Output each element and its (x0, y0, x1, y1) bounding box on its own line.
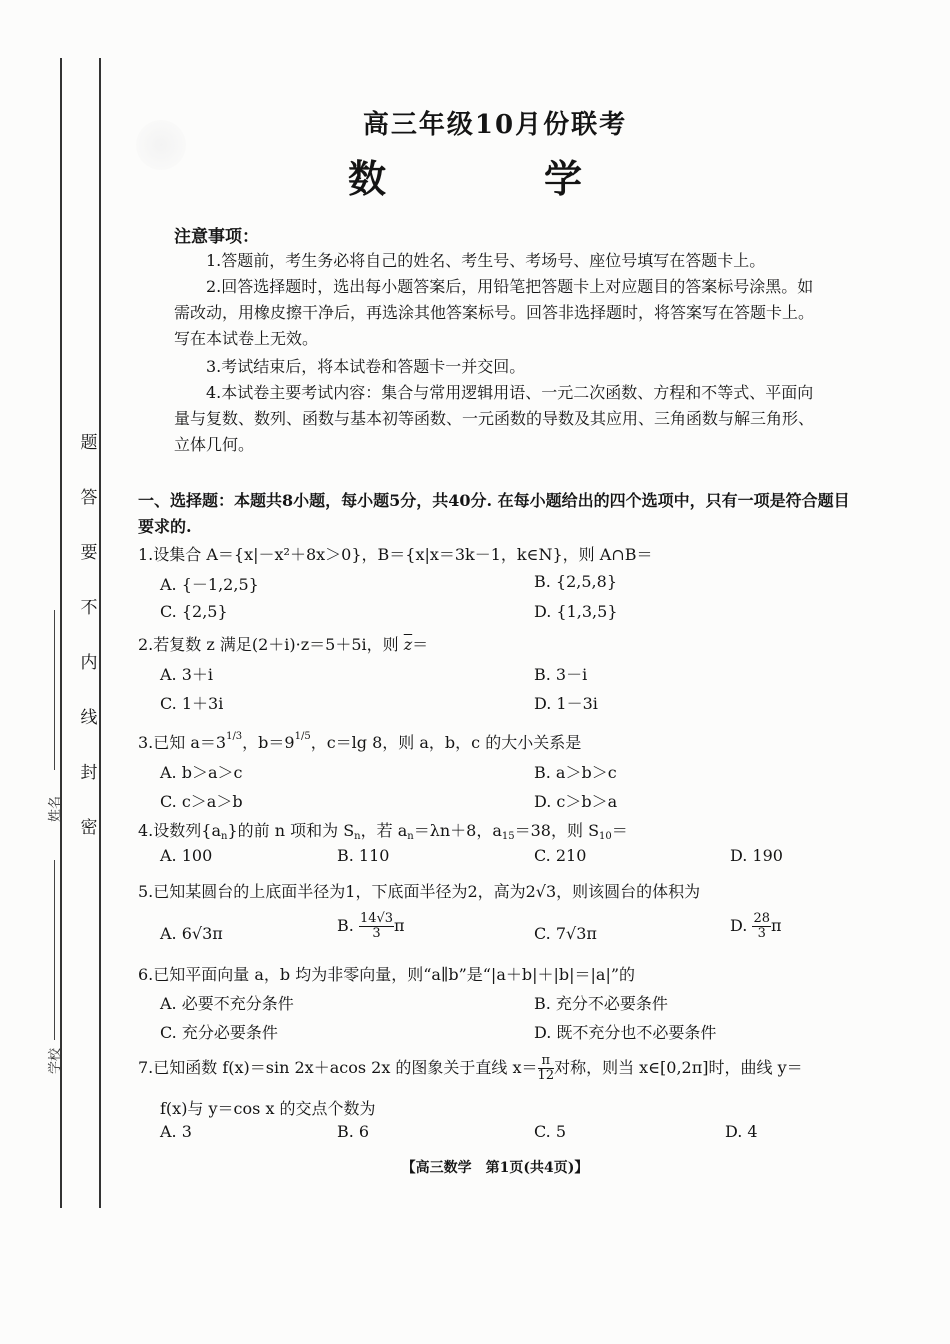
q5-option-c: C. 7√3π (534, 924, 597, 943)
q5-option-d (730, 912, 782, 941)
q2-conjugate-z: $\overline{z}$ (403, 635, 413, 654)
question-4-stem (138, 818, 628, 842)
note-item-3: 3.考试结束后，将本试卷和答题卡一并交回。 (206, 357, 526, 376)
q1-option-a: A. {－1,2,5} (160, 575, 259, 594)
q5-b-denominator: 3 (372, 926, 381, 941)
seal-char-5: 内 (80, 653, 98, 673)
q3-exponent-1: 1/3 (226, 731, 243, 742)
q2-option-a: A. 3＋i (160, 665, 214, 684)
q2-stem-post: ＝ (412, 635, 429, 654)
school-underline (54, 860, 55, 1040)
seal-char-2: 答 (80, 488, 98, 508)
q7-numerator: π (538, 1054, 555, 1069)
q4-option-a: A. 100 (160, 846, 213, 865)
binding-line-inner (99, 58, 101, 1208)
q6-option-b: B. 充分不必要条件 (534, 994, 668, 1013)
q1-option-b: B. {2,5,8} (534, 572, 617, 591)
q5-b-label: B. (337, 916, 354, 935)
binding-line-outer (60, 58, 62, 1208)
q7-option-a: A. 3 (160, 1122, 192, 1141)
q4-sub-3: n (407, 831, 414, 842)
q5-d-numerator: 28 (753, 911, 770, 926)
q7-option-d: D. 4 (725, 1122, 758, 1141)
question-6-stem: 6.已知平面向量 a，b 均为非零向量，则“a∥b”是“|a＋b|＋|b|＝|a|”的 (138, 965, 636, 984)
q5-d-label: D. (730, 916, 748, 935)
section-heading: 一、选择题：本题共8小题，每小题5分，共40分. 在每小题给出的四个选项中，只有一项是符合题目要求的. (138, 491, 850, 536)
q2-option-b: B. 3－i (534, 665, 588, 684)
q2-option-c: C. 1＋3i (160, 694, 224, 713)
q1-option-d: D. {1,3,5} (534, 602, 618, 621)
seal-char-7: 封 (80, 763, 98, 783)
q3-option-c: C. c＞a＞b (160, 792, 243, 811)
q5-option-b (337, 912, 405, 941)
q6-option-d: D. 既不充分也不必要条件 (534, 1023, 717, 1042)
q3-exponent-2: 1/5 (294, 731, 311, 742)
q5-b-fraction (359, 912, 394, 941)
name-underline (54, 610, 55, 770)
question-7-stem (138, 1054, 803, 1083)
q3-part-1: 3.已知 a＝3 (138, 733, 227, 752)
q6-option-a: A. 必要不充分条件 (160, 994, 294, 1013)
q7-denominator: 12 (537, 1068, 555, 1083)
question-1-stem: 1.设集合 A＝{x|－x²＋8x＞0}，B＝{x|x＝3k－1，k∈N}，则 A∩B＝ (138, 545, 653, 564)
q4-part-1: 4.设数列{a (138, 821, 221, 840)
q4-sub-5: 10 (599, 831, 612, 842)
question-2-stem (138, 632, 428, 655)
note-item-2: 2.回答选择题时，选出每小题答案后，用铅笔把答题卡上对应题目的答案标号涂黑。如需改动，用橡皮擦干净后，再选涂其他答案标号。回答非选择题时，将答案写在答题卡上。写在本试卷上无效。 (174, 277, 815, 348)
q4-part-4: ＝λn＋8，a (413, 821, 502, 840)
q4-part-5: ＝38，则 S (514, 821, 600, 840)
exam-title: 高三年级10月份联考 (362, 110, 628, 140)
q5-d-pi: π (770, 916, 782, 935)
q5-d-fraction (752, 912, 771, 941)
seal-char-8: 密 (80, 818, 98, 838)
q3-part-2: ，b＝9 (242, 733, 295, 752)
seal-char-1: 题 (80, 433, 98, 453)
q4-option-b: B. 110 (337, 846, 390, 865)
seal-char-3: 要 (80, 543, 98, 563)
q1-option-c: C. {2,5} (160, 602, 228, 621)
q4-part-2: }的前 n 项和为 S (227, 821, 355, 840)
q5-d-denominator: 3 (757, 926, 766, 941)
q2-stem-pre: 2.若复数 z 满足(2＋i)·z＝5＋5i，则 (138, 635, 404, 654)
subject-title: 数 学 (347, 156, 642, 201)
q4-part-3: ，若 a (360, 821, 408, 840)
q7-fraction (538, 1054, 555, 1083)
q7-part-1: 7.已知函数 f(x)＝sin 2x＋acos 2x 的图象关于直线 x＝ (138, 1058, 538, 1077)
page-footer: 【高三数学 第1页(共4页)】 (401, 1160, 589, 1176)
q6-option-c: C. 充分必要条件 (160, 1023, 278, 1042)
question-3-stem (138, 730, 581, 753)
name-label: 姓名 (48, 795, 63, 822)
seal-char-6: 线 (80, 708, 98, 728)
note-item-4: 4.本试卷主要考试内容：集合与常用逻辑用语、一元二次函数、方程和不等式、平面向量与复数、数列、函数与基本初等函数、一元函数的导数及其应用、三角函数与解三角形、立体几何。 (174, 383, 815, 454)
q7-part-2: 对称，则当 x∈[0,2π]时，曲线 y＝ (554, 1058, 803, 1077)
question-7-stem-line2: f(x)与 y＝cos x 的交点个数为 (160, 1099, 376, 1118)
q3-option-a: A. b＞a＞c (160, 763, 243, 782)
note-item-1: 1.答题前，考生务必将自己的姓名、考生号、考场号、座位号填写在答题卡上。 (206, 251, 766, 270)
q4-option-c: C. 210 (534, 846, 587, 865)
seal-char-4: 不 (80, 598, 98, 618)
q4-part-6: ＝ (611, 821, 628, 840)
q4-sub-4: 15 (501, 831, 515, 842)
notes-heading: 注意事项： (174, 227, 259, 247)
q3-option-d: D. c＞b＞a (534, 792, 618, 811)
question-5-stem: 5.已知某圆台的上底面半径为1，下底面半径为2，高为2√3，则该圆台的体积为 (138, 882, 701, 901)
q3-part-3: ，c＝lg 8，则 a，b，c 的大小关系是 (310, 733, 582, 752)
q4-sub-2: n (354, 831, 361, 842)
q7-option-b: B. 6 (337, 1122, 370, 1141)
q5-option-a: A. 6√3π (160, 924, 223, 943)
school-label: 学校 (48, 1047, 63, 1074)
q7-option-c: C. 5 (534, 1122, 567, 1141)
q2-option-d: D. 1－3i (534, 694, 598, 713)
q3-option-b: B. a＞b＞c (534, 763, 617, 782)
q4-sub-1: n (221, 831, 228, 842)
q4-option-d: D. 190 (730, 846, 783, 865)
q5-b-numerator: 14√3 (359, 911, 394, 926)
q5-b-pi: π (394, 916, 405, 935)
